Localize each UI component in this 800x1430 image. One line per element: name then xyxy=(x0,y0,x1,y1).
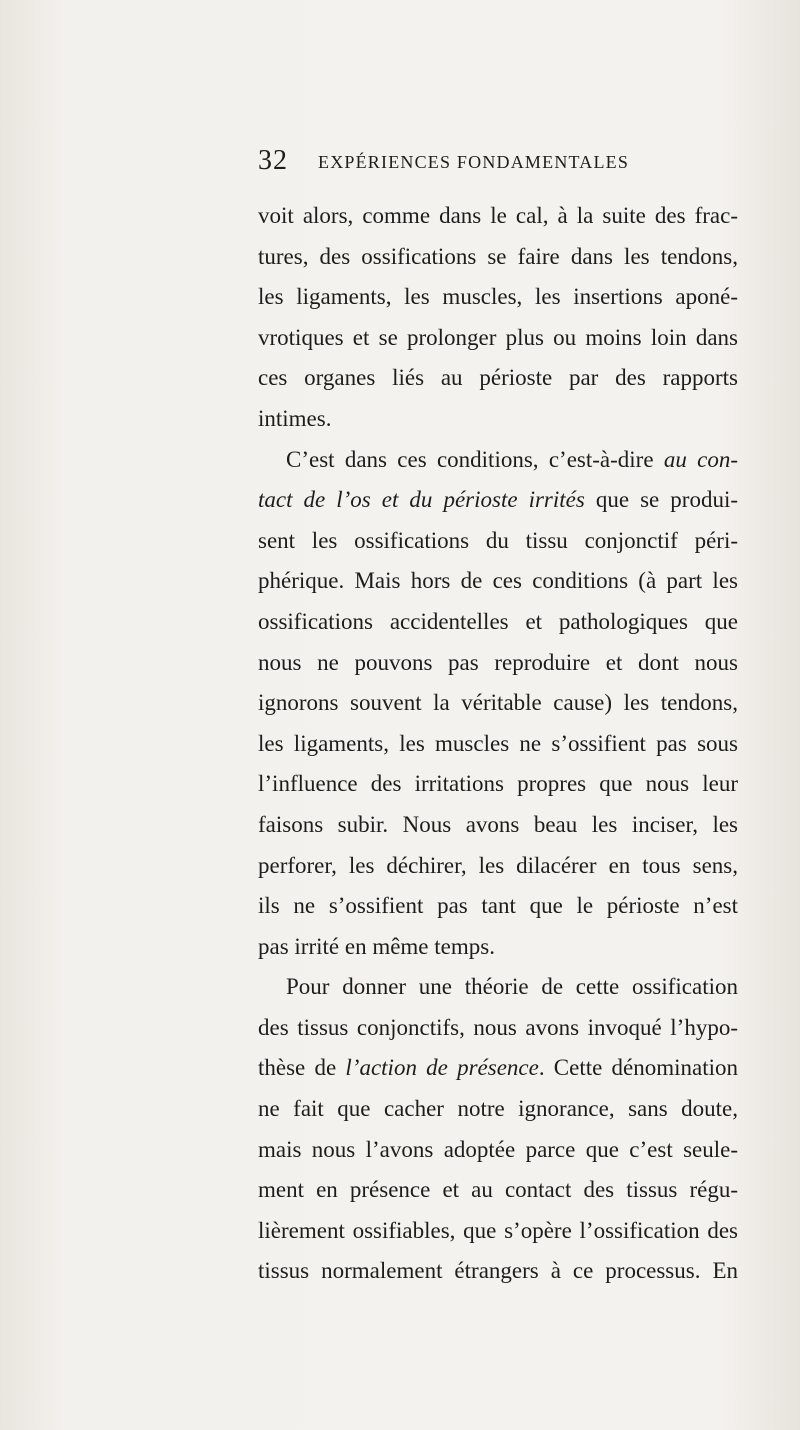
text-line: ces organes liés au périoste par des rapports xyxy=(258,365,738,391)
text-line: thèse de l’action de présence. Cette dénomination xyxy=(258,1055,738,1081)
body-text xyxy=(258,196,738,1292)
text-line: lièrement ossifiables, que s’opère l’ossification des xyxy=(258,1217,738,1243)
text-line: perforer, les déchirer, les dilacérer en tous sens, xyxy=(258,852,738,878)
page-number: 32 xyxy=(258,145,288,176)
text-line: ne fait que cacher notre ignorance, sans doute, xyxy=(258,1096,738,1122)
text-line: vrotiques et se prolonger plus ou moins loin dans xyxy=(258,324,738,350)
text-line: tact de l’os et du périoste irrités que se produi- xyxy=(258,487,738,513)
text-line: tissus normalement étrangers à ce processus. En xyxy=(258,1258,738,1284)
text-line: faisons subir. Nous avons beau les inciser, les xyxy=(258,811,738,837)
running-head: EXPÉRIENCES FONDAMENTALES xyxy=(318,152,630,172)
text-line: sent les ossifications du tissu conjonctif péri- xyxy=(258,527,738,553)
text-line: ment en présence et au contact des tissus régu- xyxy=(258,1177,738,1203)
text-line: mais nous l’avons adoptée parce que c’est seule- xyxy=(258,1136,738,1162)
text-line: intimes. xyxy=(258,405,332,431)
text-line: C’est dans ces conditions, c’est-à-dire au con- xyxy=(286,446,738,472)
text-line: les ligaments, les muscles ne s’ossifient pas sous xyxy=(258,730,738,756)
text-line: ignorons souvent la véritable cause) les tendons, xyxy=(258,690,738,716)
text-line: nous ne pouvons pas reproduire et dont nous xyxy=(258,649,738,675)
text-line: l’influence des irritations propres que nous leur xyxy=(258,771,738,797)
page-header xyxy=(258,146,768,176)
text-line: pas irrité en même temps. xyxy=(258,933,495,959)
text-line: ossifications accidentelles et pathologiques que xyxy=(258,608,738,634)
text-line: les ligaments, les muscles, les insertions aponé- xyxy=(258,284,738,310)
text-line: Pour donner une théorie de cette ossification xyxy=(286,974,738,1000)
text-line: phérique. Mais hors de ces conditions (à part les xyxy=(258,568,738,594)
text-line: voit alors, comme dans le cal, à la suite des frac- xyxy=(258,203,738,228)
text-line: tures, des ossifications se faire dans les tendons, xyxy=(258,243,738,269)
text-line: des tissus conjonctifs, nous avons invoqué l’hypo- xyxy=(258,1014,738,1040)
text-line: ils ne s’ossifient pas tant que le périoste n’est xyxy=(258,893,738,919)
